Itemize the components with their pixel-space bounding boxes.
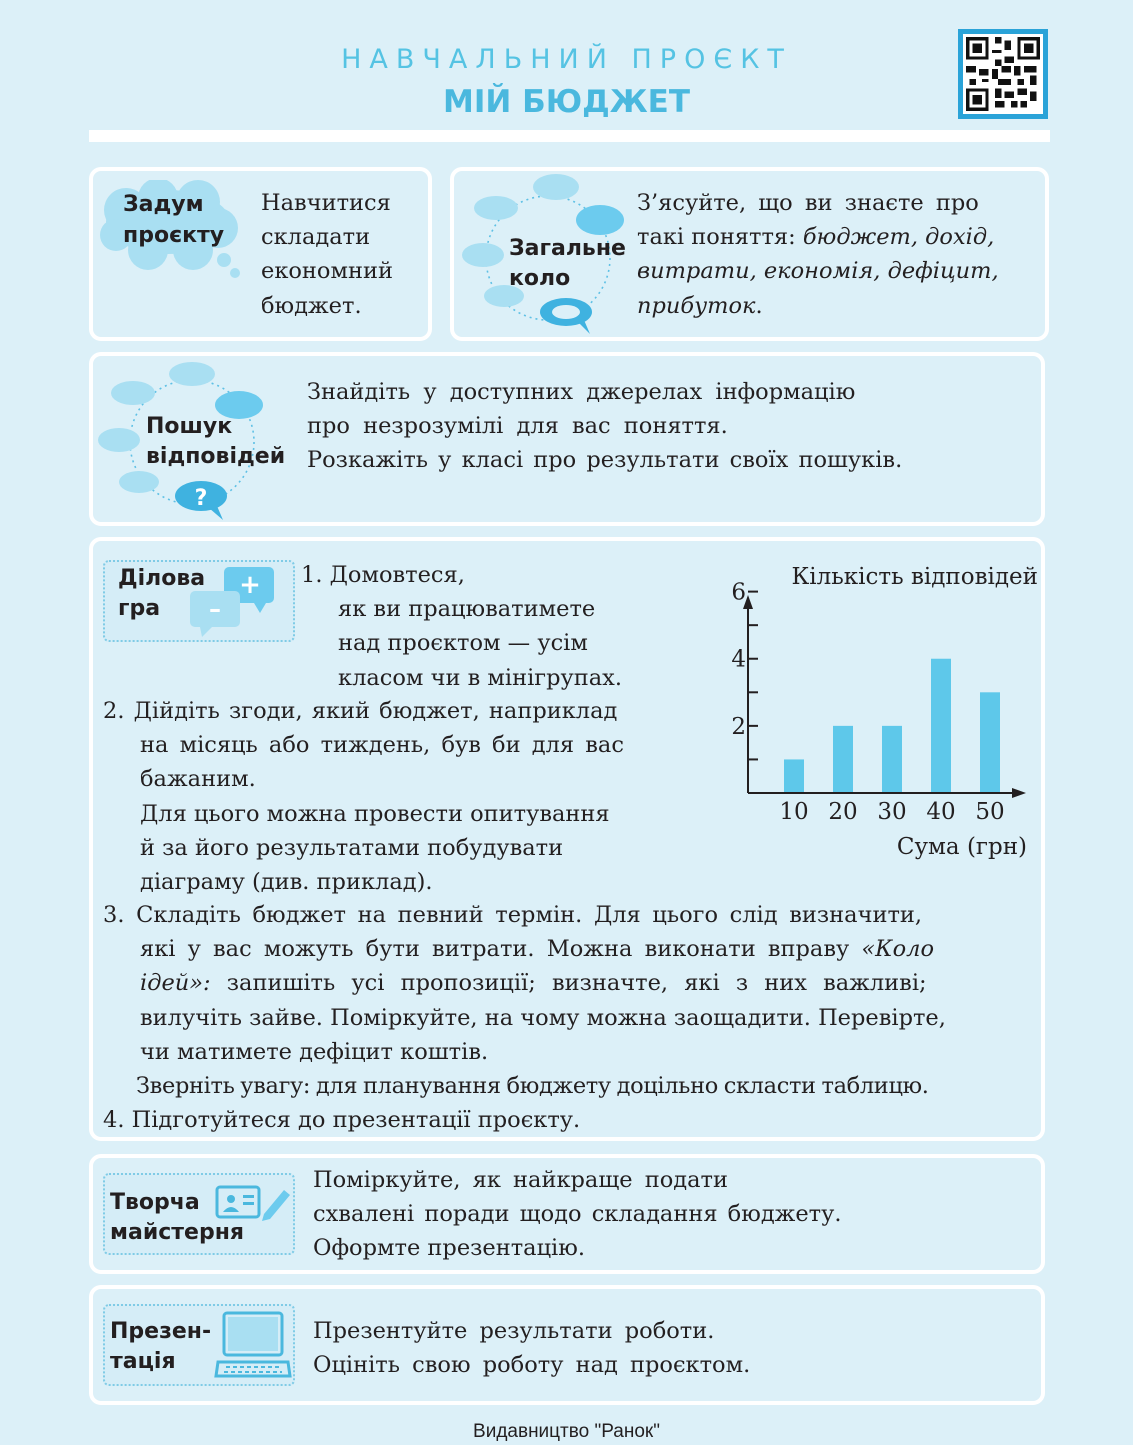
text-line bbox=[103, 932, 946, 966]
chart-y-tick-label: 6 bbox=[731, 579, 746, 606]
text-line: діаграму (див. приклад). bbox=[140, 869, 433, 896]
text-line: про незрозумілі для вас поняття. bbox=[307, 413, 728, 440]
chart-x-tick-label: 50 bbox=[975, 799, 1005, 825]
publisher-footer: Видавництво "Ранок" bbox=[473, 1421, 660, 1442]
text-line: чи матимете дефіцит коштів. bbox=[140, 1038, 489, 1065]
chart-ylabel: Кількість відповідей bbox=[791, 564, 1038, 590]
id-card-pen-icon bbox=[214, 1182, 294, 1222]
chart-y-tick-label: 4 bbox=[731, 646, 746, 673]
label-presentation: Презен- тація bbox=[110, 1319, 212, 1374]
chart-x-arrow bbox=[1012, 788, 1026, 798]
laptop-icon bbox=[214, 1310, 292, 1382]
text-project-idea bbox=[261, 186, 393, 323]
chart-bar bbox=[833, 726, 853, 793]
label-project-idea: Задум проєкту bbox=[123, 192, 225, 248]
label-general-circle: Загальне коло bbox=[509, 236, 626, 291]
qr-code-icon[interactable] bbox=[958, 29, 1048, 119]
text-line: Презентуйте результати роботи. bbox=[313, 1318, 715, 1344]
text-line: складати bbox=[261, 224, 371, 251]
text-line: Зверніть увагу: для планування бюджету доцільно скласти таблицю. bbox=[136, 1073, 929, 1100]
plus-minus-bubbles-icon bbox=[188, 565, 278, 637]
step-1 bbox=[301, 558, 622, 695]
text-line: над проєктом — усім bbox=[338, 630, 588, 657]
chart-y-tick-label: 2 bbox=[731, 713, 746, 740]
text-line: Поміркуйте, як найкраще подати bbox=[313, 1167, 728, 1193]
chart-bar bbox=[931, 659, 951, 793]
text-line: Оцініть свою роботу над проєктом. bbox=[313, 1352, 751, 1379]
text-line: бюджет. bbox=[261, 292, 362, 319]
text-creative-workshop bbox=[313, 1163, 842, 1266]
text-line: бажаним. bbox=[140, 766, 256, 793]
text-plain: такі поняття: bbox=[637, 224, 803, 251]
chart-xlabel: Сума (грн) bbox=[896, 834, 1027, 860]
text-presentation bbox=[313, 1314, 750, 1382]
text-line: економний bbox=[261, 258, 393, 285]
text-line: Знайдіть у доступних джерелах інформацію bbox=[307, 379, 856, 405]
text-line bbox=[103, 966, 946, 1000]
chart-x-tick-label: 10 bbox=[779, 799, 809, 825]
chart-x-tick-label: 40 bbox=[926, 799, 956, 825]
text-general-circle bbox=[637, 186, 999, 323]
text-line bbox=[637, 254, 999, 288]
text-plain: . bbox=[755, 292, 763, 319]
label-creative-workshop: Творча майстерня bbox=[110, 1190, 245, 1245]
chart-x-tick-label: 30 bbox=[877, 799, 907, 825]
project-title: МІЙ БЮДЖЕТ bbox=[442, 84, 691, 120]
text-line: 4. Підготуйтеся до презентації проєкту. bbox=[103, 1107, 581, 1134]
text-line: на місяць або тиждень, був би для вас bbox=[140, 732, 624, 759]
step-2 bbox=[103, 694, 624, 899]
label-business-game: Ділова гра bbox=[118, 566, 206, 621]
text-plain: які у вас можуть бути витрати. Можна виконати вправу bbox=[140, 936, 862, 963]
chart-bar bbox=[784, 759, 804, 793]
text-italic: «Коло bbox=[861, 936, 934, 963]
text-search-answers bbox=[307, 375, 902, 478]
text-italic: витрати, економія, дефіцит, bbox=[637, 258, 999, 285]
text-line: й за його результатами побудувати bbox=[140, 834, 564, 861]
text-italic: прибуток bbox=[637, 292, 756, 319]
text-line: Навчитися bbox=[261, 190, 391, 216]
text-line: Розкажіть у класі про результати своїх пошуків. bbox=[307, 447, 903, 474]
chart-bar bbox=[980, 692, 1000, 793]
chart-bar bbox=[882, 726, 902, 793]
text-line: як ви працюватимете bbox=[338, 596, 596, 623]
svg-text:+: + bbox=[239, 570, 261, 600]
text-italic: ідей»: bbox=[140, 970, 211, 997]
text-line: класом чи в мінігрупах. bbox=[338, 664, 622, 691]
text-line: 2. Дійдіть згоди, який бюджет, наприклад bbox=[103, 698, 618, 724]
step-3 bbox=[103, 898, 946, 1137]
text-line: 3. Складіть бюджет на певний термін. Для цього слід визначити, bbox=[103, 902, 923, 928]
text-line: схвалені поради щодо складання бюджету. bbox=[313, 1201, 842, 1228]
project-subtitle: НАВЧАЛЬНИЙ ПРОЄКТ bbox=[341, 44, 792, 75]
chart-x-tick-label: 20 bbox=[828, 799, 858, 825]
responses-bar-chart bbox=[720, 555, 1045, 870]
text-line bbox=[637, 289, 999, 323]
text-line: 1. Домовтеся, bbox=[301, 562, 465, 588]
label-search-answers: Пошук відповідей bbox=[146, 414, 286, 469]
text-line: З’ясуйте, що ви знаєте про bbox=[637, 190, 979, 216]
text-plain: запишіть усі пропозиції; визначте, які з них важливі; bbox=[210, 970, 927, 997]
text-line: вилучіть зайве. Поміркуйте, на чому можна заощадити. Перевірте, bbox=[140, 1004, 946, 1031]
text-italic: бюджет, дохід, bbox=[802, 224, 995, 251]
text-line: Оформте презентацію. bbox=[313, 1235, 585, 1262]
text-line: Для цього можна провести опитування bbox=[140, 800, 610, 827]
header-divider bbox=[89, 130, 1050, 142]
text-line bbox=[637, 220, 999, 254]
svg-text:?: ? bbox=[194, 486, 208, 511]
svg-text:–: – bbox=[209, 595, 221, 623]
